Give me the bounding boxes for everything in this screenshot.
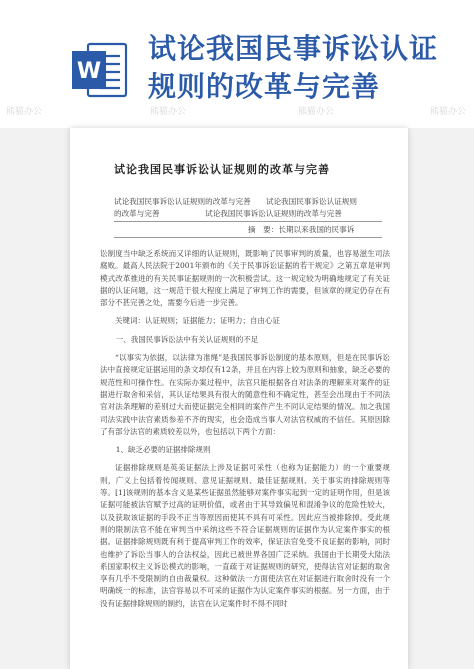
page-title-line-2: 规则的改革与完善: [148, 70, 381, 103]
watermark-text: 熊猫办公: [430, 107, 467, 117]
svg-text:W: W: [76, 59, 102, 84]
page-title-line-1: 试论我国民事诉讼认证: [148, 32, 439, 65]
word-document-icon: [70, 42, 128, 98]
keywords-line: 关键词：认证规则；证据能力；证明力；自由心证: [115, 316, 280, 326]
watermark-text: 熊猫办公: [298, 107, 335, 117]
author-line: 摘 要：长期以来我国的民事诉: [248, 225, 355, 234]
section-heading: 一、我国民事诉讼法中有关认证规则的不足: [115, 334, 259, 344]
document-title: 试论我国民事诉讼认证规则的改革与完善: [114, 163, 330, 176]
watermark-row: [0, 104, 474, 118]
watermark-text: 熊猫办公: [6, 107, 43, 117]
document-body: [100, 248, 390, 610]
document-page[interactable]: [70, 128, 408, 669]
page-title: [148, 30, 464, 106]
document-meta-line: 试论我国民事诉讼认证规则的改革与完善 试论我国民事诉讼认证规则: [114, 197, 357, 206]
watermark-text: 熊猫办公: [150, 107, 187, 117]
body-paragraph: 证据排除规则是英美证据法上涉及证据可采性（也称为证据能力）的一个重要规则，广义上包括着传闻规则、意见证据规则、最佳证据规则、关于事实的排除规则等等。[1]该规则的基本含义是某些证据虽然能够对案件事实起到一定的证明作用，但是该证据可能被法官赋予过高的证明价值，或者由于其导致偏见和混淆争议的危险性较大，以及获取该证据的手段不正当等原因而使其不具有可采性。因此应当被排除掉。受此规则的限制法官不能在审判当中采纳这些不符合证据规则的证据作为认定案件事实的根据。证据排除规则既有利于提高审判工作的效率，保证法官免受不良证据的影响，同时也维护了诉讼当事人的合法权益，因此已被世界各国广泛采纳。我国由于长期受大陆法系国家职权主义诉讼模式的影响，一直疏于对证据规则的研究，使得法官对证据的取舍享有几乎不受限制的自由裁量权。这种做法一方面使法官在对证据进行取舍时没有一个明确统一的标准，法官容易以不可采的证据作为认定案件事实的根据。另一方面，由于没有证据排除规则的制约，法官在认定案件时不得不同时: [100, 463, 390, 608]
body-paragraph: “以事实为依据，以法律为准绳”是我国民事诉讼制度的基本原则，但是在民事诉讼法中直接规定证据运用的条文却仅有12条，并且在内容上较为原则和抽象，缺乏必要的规范性和可操作性。在实际办案过程中，法官只能根据各自对法条的理解来对案件的证据进行取舍和采信，其认证结果具有很大的随意性和不确定性，甚至会出现由于不同法官对法条理解的差别过大而使证据完全相同的案件产生不同认定结果的情况。加之我国司法实践中法官素质参差不齐的现实，也会造成当事人对法官权威的不信任。其原因除了有部分法官的素质较差以外，也包括以下两个方面：: [100, 353, 390, 436]
meta-divider: [114, 237, 382, 238]
subsection-heading: 1、缺乏必要的证据排除规则: [115, 445, 211, 455]
meta-divider: [114, 221, 382, 222]
document-meta-line: 的改革与完善 试论我国民事诉讼认证规则的改革与完善: [114, 209, 342, 218]
abstract-paragraph: 讼制度当中缺乏系统而又详细的认证规则，既影响了民事审判的质量，也容易滋生司法腐败。最高人民法院于2001年颁布的《关于民事诉讼证据的若干规定》之第五章是审判模式改革推进的有关民事证据规则的一次积极尝试。这一规定较为明确地规定了有关证据的认证问题，这一规范于很大程度上满足了审判工作的需要，但该章的规定仍存在有部分不甚完善之处，需要今后进一步完善。: [100, 249, 390, 308]
header-banner: [0, 0, 474, 135]
